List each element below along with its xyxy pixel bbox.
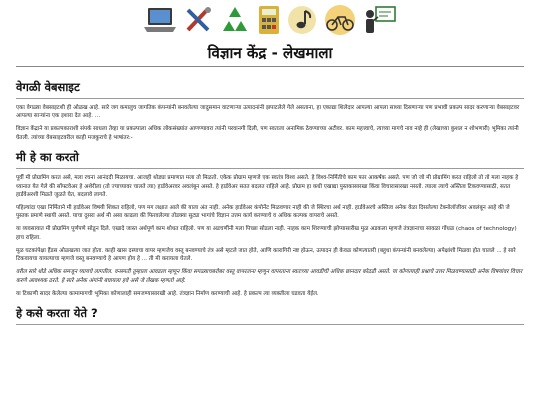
- section-heading: मी हे का करतो: [16, 150, 524, 169]
- italic-note: वरील सारे थोडे अधिक समजून घ्यायचे लागतील. वनस्पती तुम्हाला आवडला म्हणून किंवा सगळ्याचबरोबर वस्तू वापरताना म्हणून वापरताना स्वतःच्या आवडीची अधिक छानदार कोठडी असते. या कोणत्याही प्रश्नाचे उत्तर मिळवण्यासाठी अनेक विषयांवर विचार करणे आवश्यक ठरते. हे सारे अनेक अंगांनी बघायला हवे असे जे लेखक म्हणतो आहे.: [16, 269, 523, 284]
- calculator-icon: [257, 5, 281, 35]
- laptop-icon: [143, 5, 177, 35]
- paragraph: या व्यवसायात मी प्रोग्रामिंग पूर्णपणे सोडून दिले. एखादे जास्त अर्थपूर्ण काम शोधत राहिलो. पण या अडचणींनी मला पिच्छा सोडला नाही. नाहक काम शिरण्याची झोप्यासारीख मुळ अडकला म्हणजे तंत्रज्ञानाचा सावळा गोंधळ (chaos of technology) हाच राहिला.: [16, 226, 517, 241]
- paragraph: विज्ञान केंद्राने या प्रकल्पकाराशी संपर्क साधला तेव्हा या प्रकल्पाला अधिक लोकसंख्यांत आणण्यावरा त्यांनी परवानगी दिली, पण स्वतःला अनामिक ठेवण्याच्या अटीवर. काम महत्त्वाचे, त्याच्या मागचे नाव नव्हे ही (लेखाच्या कुशल न शोभणारी) भूमिका त्यांनी घेतली. त्यांच्या वेबसाइटवरील काही मजकुराचे हे भाषांतर:-: [16, 126, 519, 141]
- page-title: विज्ञान केंद्र - लेखमाला: [207, 44, 333, 62]
- paragraph: मूळ घटकांपेक्षा हैंडस ओळखत्या जात होता. काही खास दस्याचा वापर म्हणजेच वस्तू बनवण्याचे तंत्र असे म्हटले जात होते, आणि कारागिरी नष्ट होऊन, उत्पादन ही केवळ कोणत्यातरी (बहुधा कंपन्यांनी बनवलेल्या) अपेक्षांशी मिळवा होत चालले ... हे सारे टिकवायचा यायल्याचा म्हणजे वस्तू बनवण्याचे हे आपण होय हे ... ती मी करायला घेतले.: [16, 247, 516, 263]
- paragraph: एका वेगळ्या वेबसाइटशी ही ओळख आहे. सारे जग कमालुच जागतिक कंपन्यांनी बनवलेल्या जादुसमान वाटणाऱ्या उत्पादनांनी झपाटलेले गेले असताना, हा एकाद्या शिलेदार आपल्या आपला साध्या दिसणाऱ्या पण प्रभावी प्रकल्प सादर करणाऱ्या वेबसाइटवर आपल्या साऱ्यांना एक इशारा देत आहे. ...: [16, 105, 520, 120]
- recycle-icon: [219, 5, 251, 35]
- paragraph: पहिल्यांदा एखा निर्मिताने मी हार्डवेअर विषयी शिकत राहिलो, पण मग लक्षात आले की याला अंत नाही. अनेक हार्डवेअर कंपोनेंट मिळवणार नाही की जे स्थिरचा अर्थ नाही. हार्डवेअरचे अस्तित्व अनेक वेळा दिसलेल्या टेक्नोलॉजीवर अवलंबून आहे की जे पुस्तक प्रमाणे स्थायी असते. याचा दुसरा अर्थ मी असा काढला की फिरवलेल्या तोडक्या सुट्या भागांचे विज्ञान उत्तम कार्य करण्याचे व अधिक कल्पक वापराचे असते.: [16, 205, 510, 220]
- section-heading: हे कसे करता येते ?: [16, 306, 524, 325]
- musical-note-icon: [287, 5, 317, 35]
- tools-icon: [183, 5, 213, 35]
- article-content: [16, 72, 524, 330]
- bicycle-icon: [323, 5, 357, 35]
- section-heading: वेगळी वेबसाइट: [16, 80, 524, 99]
- closing-paragraph: या टिकाणी सादर केलेल्या कामामागची भूमिका कोणालाही समजण्यासारखी आहे. तंत्रज्ञान निर्माण करण्याची आहे. हे प्रकल्प त्या व्यक्तीला घडवता येईल.: [16, 290, 319, 297]
- teacher-board-icon: [363, 5, 397, 35]
- title-divider: [16, 66, 524, 67]
- paragraph: पूर्वी मी प्रोग्रामिंग करत असे, मला रचना आनंददी मिळायचा. आजही थोड्या प्रमाणात मला तो मिळतो. एकेक प्रोग्राम म्हणजे एक स्वतंत्र विश्व असते. हे विश्व-निर्मितीचे काम फार आकर्षक असते. पण जो जो मी प्रोग्रामिंग करत राहिलो तो तो मला नाहक हे ध्यानात येत गेले की सॉफ्टवेअर हे अशेरीला (तो ज्याच्यावर चालते त्या) हार्डवेअरवर अवलंबून असते. हे हार्डवेअर सतत बदलत राहिले आहे. प्रोग्राम हा कधी एखाद्या पुस्तकासारखा किंवा विचारासारखा नसतो. त्याला त्याचे अस्तित्व टिकवण्यासाठी, सतत हार्डवेअरशी मिळते जुळते घेत, बदलावे लागते.: [16, 175, 519, 199]
- header-icon-row: [0, 2, 540, 38]
